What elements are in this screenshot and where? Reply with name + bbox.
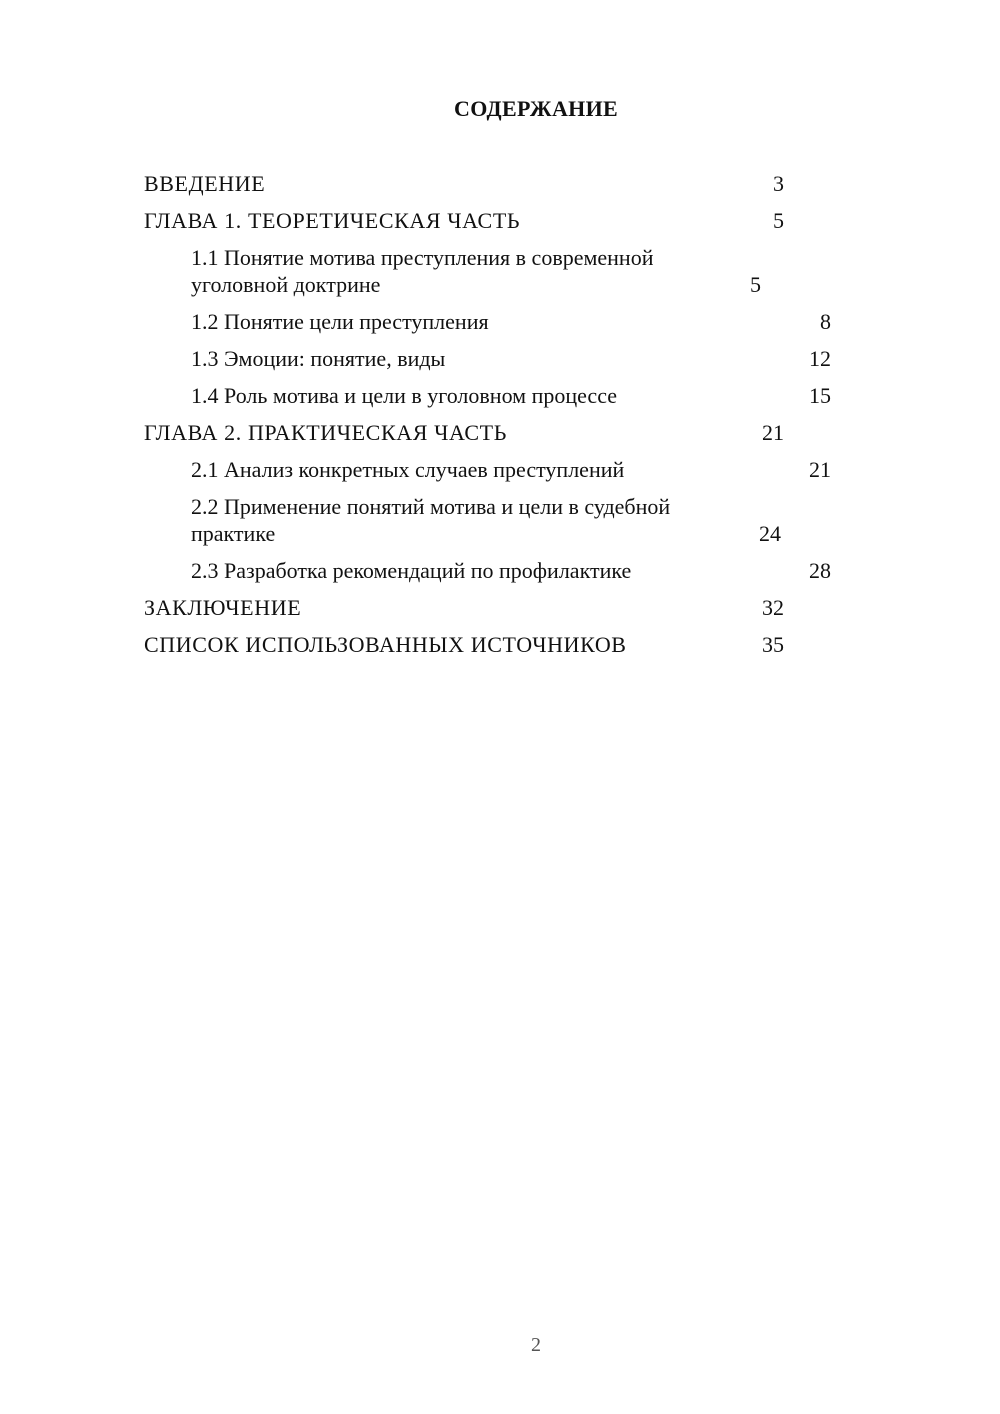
toc-entry-label: ГЛАВА 2. ПРАКТИЧЕСКАЯ ЧАСТЬ (144, 420, 507, 445)
toc-entry (144, 382, 918, 409)
toc-entry (144, 456, 918, 483)
toc-entry-page: 3 (773, 171, 784, 196)
toc-entry (144, 419, 918, 446)
page-number: 2 (531, 1334, 541, 1356)
toc-entry-label: ВВЕДЕНИЕ (144, 171, 266, 196)
toc-entry-label: ЗАКЛЮЧЕНИЕ (144, 595, 302, 620)
toc-entry (144, 557, 918, 584)
toc-entry-label: 2.3 Разработка рекомендаций по профилактике (191, 558, 632, 583)
toc-entry (144, 170, 918, 197)
toc-entry-label: СПИСОК ИСПОЛЬЗОВАННЫХ ИСТОЧНИКОВ (144, 632, 627, 657)
toc-entry-page: 28 (809, 558, 831, 583)
toc-entry-page: 24 (759, 521, 781, 546)
toc-entry (144, 493, 918, 547)
toc-entry (144, 244, 918, 298)
toc-entry-page: 21 (762, 420, 784, 445)
toc-entry-label: 1.3 Эмоции: понятие, виды (191, 346, 446, 371)
toc-entry-label: 2.1 Анализ конкретных случаев преступлений (191, 457, 625, 482)
toc-entry-label: 2.2 Применение понятий мотива и цели в судебной практике (191, 494, 671, 546)
toc-entry-page: 32 (762, 595, 784, 620)
toc-entry-page: 21 (809, 457, 831, 482)
toc-entry-page: 8 (820, 309, 831, 334)
table-of-contents (144, 170, 918, 668)
toc-entry-label: 1.4 Роль мотива и цели в уголовном процессе (191, 383, 617, 408)
toc-entry (144, 345, 918, 372)
toc-entry (144, 308, 918, 335)
toc-entry-page: 5 (750, 272, 761, 297)
toc-entry-label: 1.2 Понятие цели преступления (191, 309, 489, 334)
toc-entry-page: 12 (809, 346, 831, 371)
toc-entry (144, 207, 918, 234)
toc-entry-page: 15 (809, 383, 831, 408)
toc-entry-label: ГЛАВА 1. ТЕОРЕТИЧЕСКАЯ ЧАСТЬ (144, 208, 521, 233)
toc-entry-label: 1.1 Понятие мотива преступления в современной уголовной доктрине (191, 245, 654, 297)
toc-entry-page: 5 (773, 208, 784, 233)
toc-entry-page: 35 (762, 632, 784, 657)
toc-title: СОДЕРЖАНИЕ (454, 96, 618, 121)
toc-entry (144, 594, 918, 621)
toc-entry (144, 631, 918, 658)
